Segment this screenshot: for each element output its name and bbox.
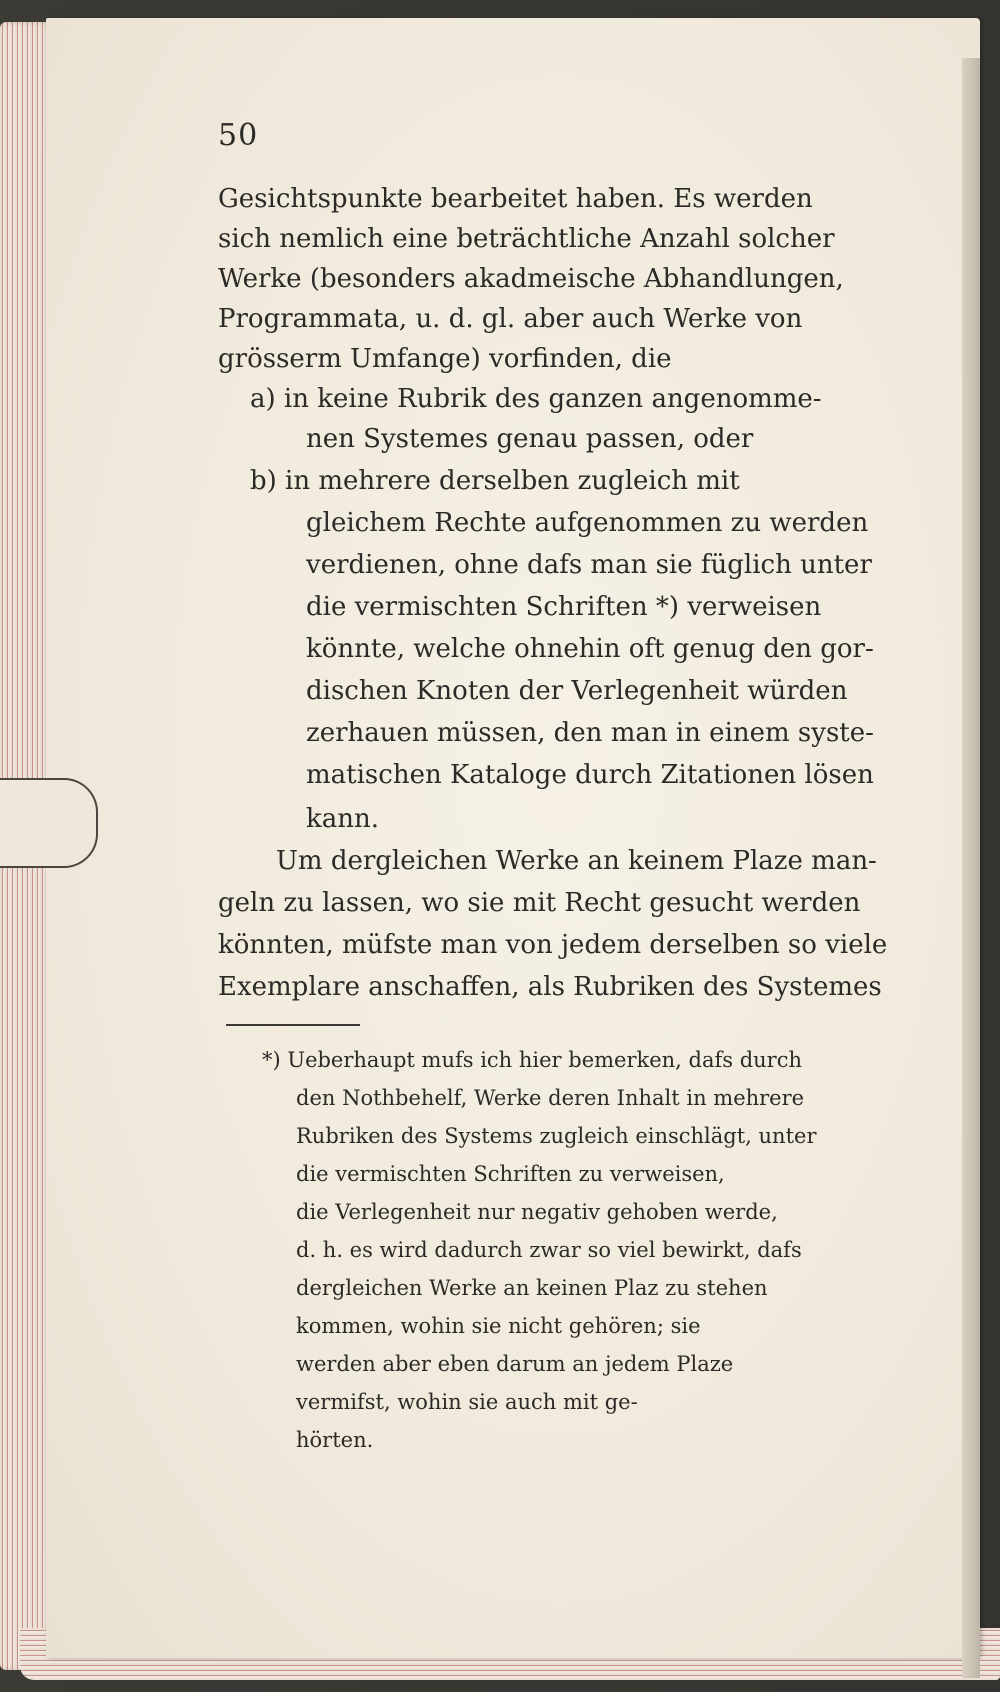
list-item-b: b) in mehrere derselben zugleich mit: [250, 466, 740, 496]
bookmark-tab: [0, 778, 98, 868]
body-line: matischen Kataloge durch Zitationen lösen: [306, 760, 874, 790]
body-line: die vermischten Schriften *) verweisen: [306, 592, 822, 622]
body-line: Programmata, u. d. gl. aber auch Werke von: [218, 304, 803, 334]
body-line: grösserm Umfange) vorfinden, die: [218, 344, 672, 374]
body-line: dischen Knoten der Verlegenheit würden: [306, 676, 848, 706]
footnote-line: kommen, wohin sie nicht gehören; sie: [296, 1314, 701, 1338]
footnote-rule: [226, 1024, 360, 1026]
body-line: sich nemlich eine beträchtliche Anzahl solcher: [218, 224, 835, 254]
footnote-line: *) Ueberhaupt mufs ich hier bemerken, dafs durch: [262, 1048, 803, 1072]
body-line: Werke (besonders akadmeische Abhandlungen,: [218, 264, 844, 294]
footnote-line: vermifst, wohin sie auch mit ge-: [296, 1390, 638, 1414]
body-line: könnten, müfste man von jedem derselben so viele: [218, 930, 888, 960]
body-line: verdienen, ohne dafs man sie füglich unter: [306, 550, 872, 580]
body-line: Um dergleichen Werke an keinem Plaze man-: [276, 846, 877, 876]
footnote-line: den Nothbehelf, Werke deren Inhalt in mehrere: [296, 1086, 805, 1110]
footnote-line: hörten.: [296, 1428, 374, 1452]
footnote-line: die Verlegenheit nur negativ gehoben werde,: [296, 1200, 778, 1224]
body-line: geln zu lassen, wo sie mit Recht gesucht werden: [218, 888, 861, 918]
footnote-line: Rubriken des Systems zugleich einschlägt, unter: [296, 1124, 817, 1148]
list-item-a: a) in keine Rubrik des ganzen angenomme-: [250, 384, 822, 414]
page-gutter-shadow: [962, 58, 980, 1678]
body-line: Exemplare anschaffen, als Rubriken des Systemes: [218, 972, 882, 1002]
body-line: kann.: [306, 804, 380, 834]
body-line: zerhauen müssen, den man in einem syste-: [306, 718, 874, 748]
footnote-line: die vermischten Schriften zu verweisen,: [296, 1162, 725, 1186]
footnote-line: dergleichen Werke an keinen Plaz zu stehen: [296, 1276, 768, 1300]
body-line: Gesichtspunkte bearbeitet haben. Es werden: [218, 184, 813, 214]
body-line: gleichem Rechte aufgenommen zu werden: [306, 508, 869, 538]
footnote-line: d. h. es wird dadurch zwar so viel bewirkt, dafs: [296, 1238, 802, 1262]
footnote-line: werden aber eben darum an jedem Plaze: [296, 1352, 734, 1376]
page-number: 50: [218, 118, 259, 153]
body-line: nen Systemes genau passen, oder: [306, 424, 754, 454]
body-line: könnte, welche ohnehin oft genug den gor-: [306, 634, 874, 664]
